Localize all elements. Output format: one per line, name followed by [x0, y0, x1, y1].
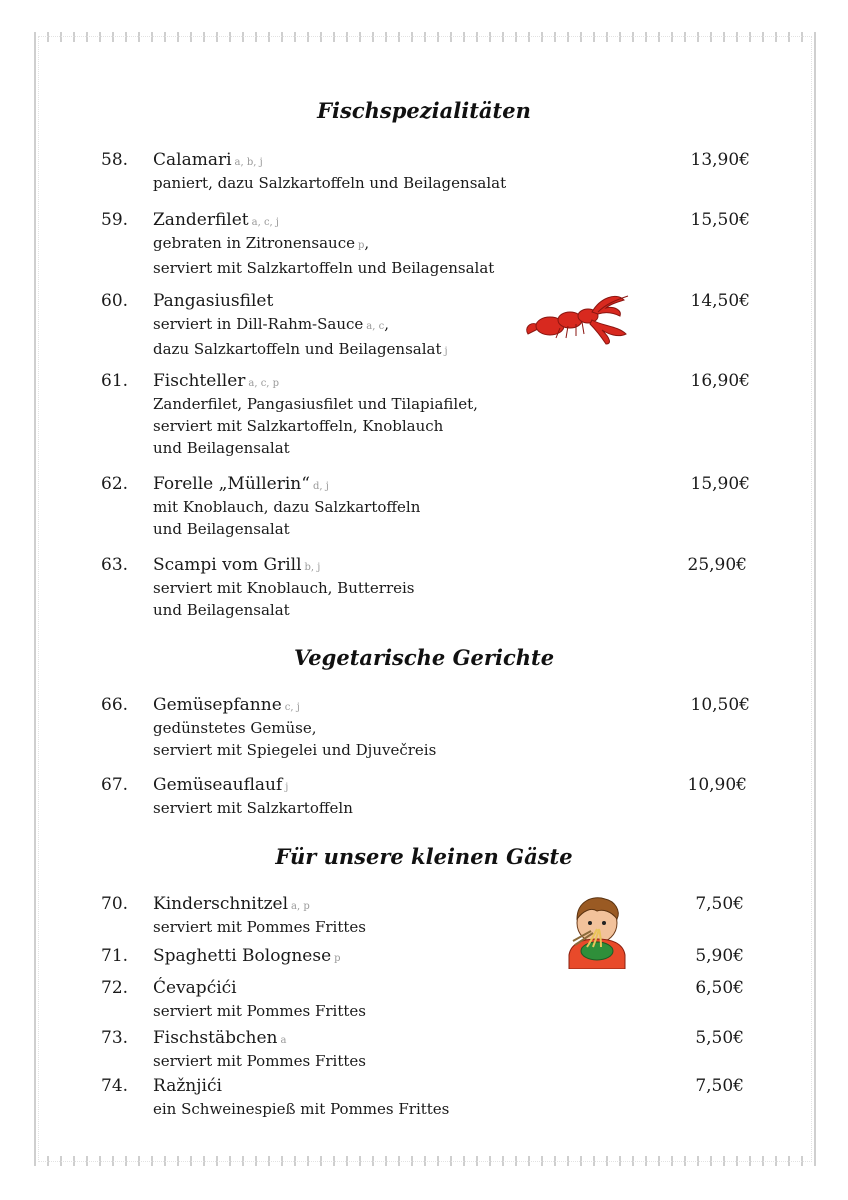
child-eating-image: [563, 893, 631, 969]
item-name: Gemüseauflauf j: [153, 775, 289, 795]
allergen-codes: a: [280, 1035, 287, 1046]
allergen-codes: j: [285, 782, 289, 793]
item-name: Scampi vom Grill b, j: [153, 555, 321, 575]
item-number: 63.: [101, 555, 129, 575]
item-price: 13,90€: [690, 150, 750, 170]
item-name: Fischteller a, c, p: [153, 371, 280, 391]
item-number: 60.: [101, 291, 129, 311]
item-description: serviert in Dill-Rahm-Sauce a, c, dazu Salzkartoffeln und Beilagensalat j: [153, 315, 448, 358]
allergen-codes: c, j: [284, 702, 300, 713]
item-description: serviert mit Pommes Frittes: [153, 1052, 366, 1070]
item-description: serviert mit Pommes Frittes: [153, 1002, 366, 1020]
allergen-codes: a, p: [291, 901, 310, 912]
item-number: 62.: [101, 474, 129, 494]
allergen-codes: a, b, j: [234, 157, 263, 168]
item-name: Ražnjići: [153, 1076, 222, 1096]
allergen-codes: d, j: [312, 481, 329, 492]
item-price: 15,90€: [690, 474, 750, 494]
item-description: serviert mit Pommes Frittes: [153, 918, 366, 936]
item-price: 10,90€: [687, 775, 747, 795]
item-price: 14,50€: [690, 291, 750, 311]
item-number: 73.: [101, 1028, 129, 1048]
item-description: mit Knoblauch, dazu Salzkartoffeln und Beilagensalat: [153, 498, 421, 538]
section-title-fish: Fischspezialitäten: [317, 98, 531, 123]
allergen-codes: p: [334, 953, 341, 964]
item-number: 71.: [101, 946, 129, 966]
item-description: Zanderfilet, Pangasiusfilet und Tilapiafilet, serviert mit Salzkartoffeln, Knoblauch und Beilagensalat: [153, 395, 478, 457]
item-name: Gemüsepfanne c, j: [153, 695, 300, 715]
lobster-image: [520, 290, 630, 346]
item-name: Calamari a, b, j: [153, 150, 263, 170]
item-number: 67.: [101, 775, 129, 795]
section-title-vegetarian: Vegetarische Gerichte: [293, 645, 555, 670]
item-number: 70.: [101, 894, 129, 914]
allergen-codes: a, c, p: [248, 378, 280, 389]
item-number: 59.: [101, 210, 129, 230]
item-name: Pangasiusfilet: [153, 291, 274, 311]
item-name: Spaghetti Bolognese p: [153, 946, 341, 966]
item-name: Forelle „Müllerin“ d, j: [153, 474, 329, 494]
item-price: 5,90€: [695, 946, 744, 966]
item-number: 72.: [101, 978, 129, 998]
item-number: 74.: [101, 1076, 129, 1096]
item-description: paniert, dazu Salzkartoffeln und Beilagensalat: [153, 174, 507, 192]
item-name: Zanderfilet a, c, j: [153, 210, 280, 230]
item-description: ein Schweinespieß mit Pommes Frittes: [153, 1100, 450, 1118]
allergen-codes: b, j: [304, 562, 321, 573]
item-price: 7,50€: [695, 894, 744, 914]
item-description: serviert mit Salzkartoffeln: [153, 799, 353, 817]
section-title-kids: Für unsere kleinen Gäste: [275, 844, 573, 869]
item-price: 5,50€: [695, 1028, 744, 1048]
item-name: Kinderschnitzel a, p: [153, 894, 310, 914]
item-price: 6,50€: [695, 978, 744, 998]
item-name: Ćevapćići: [153, 978, 237, 998]
item-description: gedünstetes Gemüse, serviert mit Spiegelei und Djuvečreis: [153, 719, 437, 759]
item-number: 61.: [101, 371, 129, 391]
item-price: 10,50€: [690, 695, 750, 715]
item-name: Fischstäbchen a: [153, 1028, 287, 1048]
item-price: 16,90€: [690, 371, 750, 391]
item-number: 66.: [101, 695, 129, 715]
allergen-codes: a, c, j: [251, 217, 280, 228]
item-price: 25,90€: [687, 555, 747, 575]
item-description: serviert mit Knoblauch, Butterreis und Beilagensalat: [153, 579, 415, 619]
item-number: 58.: [101, 150, 129, 170]
item-description: gebraten in Zitronensauce p, serviert mit Salzkartoffeln und Beilagensalat: [153, 234, 495, 277]
item-price: 7,50€: [695, 1076, 744, 1096]
item-price: 15,50€: [690, 210, 750, 230]
